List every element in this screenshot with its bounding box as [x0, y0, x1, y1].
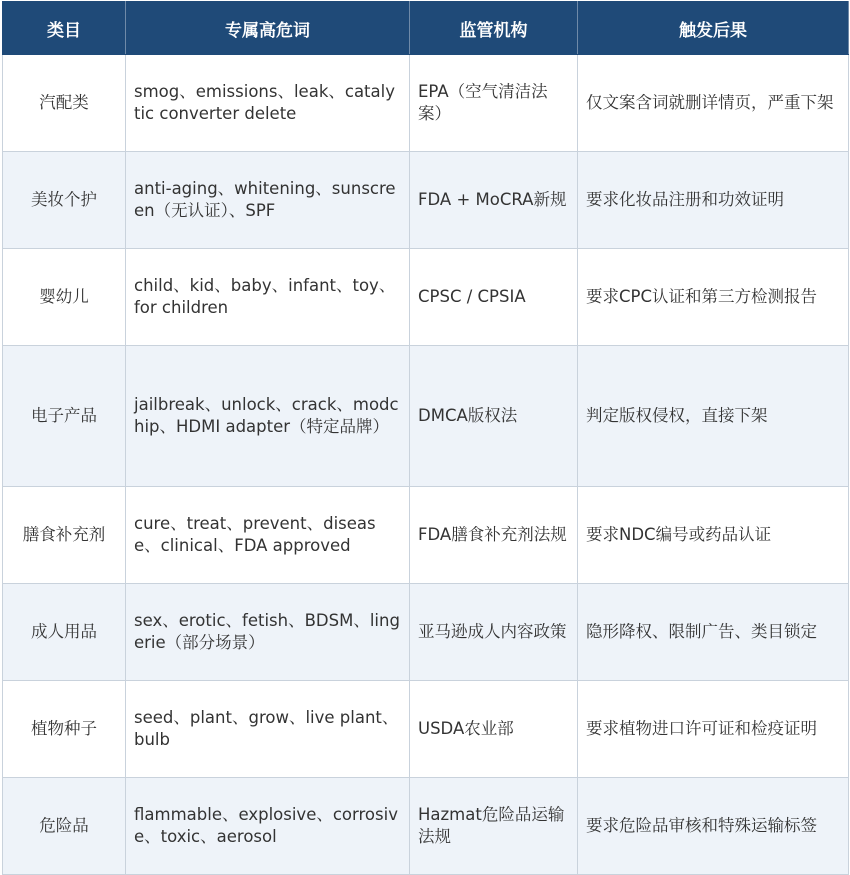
- category-cell: 电子产品: [3, 346, 126, 487]
- header-category: 类目: [3, 2, 126, 55]
- category-cell: 危险品: [3, 778, 126, 875]
- consequence-cell: 判定版权侵权，直接下架: [578, 346, 849, 487]
- keywords-cell: seed、plant、grow、live plant、bulb: [126, 681, 410, 778]
- high-risk-keyword-table: [2, 1, 849, 875]
- consequence-cell: 隐形降权、限制广告、类目锁定: [578, 584, 849, 681]
- keywords-cell: cure、treat、prevent、disease、clinical、FDA approved: [126, 487, 410, 584]
- keywords-cell: sex、erotic、fetish、BDSM、lingerie（部分场景）: [126, 584, 410, 681]
- agency-cell: Hazmat危险品运输法规: [410, 778, 578, 875]
- consequence-cell: 要求CPC认证和第三方检测报告: [578, 249, 849, 346]
- table-row: [3, 487, 849, 584]
- agency-cell: 亚马逊成人内容政策: [410, 584, 578, 681]
- category-cell: 膳食补充剂: [3, 487, 126, 584]
- table-row: [3, 778, 849, 875]
- table-row: [3, 55, 849, 152]
- table-row: [3, 152, 849, 249]
- agency-cell: DMCA版权法: [410, 346, 578, 487]
- category-cell: 成人用品: [3, 584, 126, 681]
- agency-cell: FDA + MoCRA新规: [410, 152, 578, 249]
- table-row: [3, 584, 849, 681]
- table-row: [3, 681, 849, 778]
- header-consequence: 触发后果: [578, 2, 849, 55]
- consequence-cell: 仅文案含词就删详情页，严重下架: [578, 55, 849, 152]
- consequence-cell: 要求植物进口许可证和检疫证明: [578, 681, 849, 778]
- consequence-cell: 要求危险品审核和特殊运输标签: [578, 778, 849, 875]
- keywords-cell: anti-aging、whitening、sunscreen（无认证）、SPF: [126, 152, 410, 249]
- header-keywords: 专属高危词: [126, 2, 410, 55]
- table-header-row: [3, 2, 849, 55]
- category-cell: 婴幼儿: [3, 249, 126, 346]
- table-row: [3, 249, 849, 346]
- keywords-cell: smog、emissions、leak、catalytic converter delete: [126, 55, 410, 152]
- keywords-cell: flammable、explosive、corrosive、toxic、aerosol: [126, 778, 410, 875]
- agency-cell: FDA膳食补充剂法规: [410, 487, 578, 584]
- consequence-cell: 要求化妆品注册和功效证明: [578, 152, 849, 249]
- agency-cell: CPSC / CPSIA: [410, 249, 578, 346]
- category-cell: 植物种子: [3, 681, 126, 778]
- header-agency: 监管机构: [410, 2, 578, 55]
- agency-cell: USDA农业部: [410, 681, 578, 778]
- consequence-cell: 要求NDC编号或药品认证: [578, 487, 849, 584]
- category-cell: 汽配类: [3, 55, 126, 152]
- keywords-cell: child、kid、baby、infant、toy、for children: [126, 249, 410, 346]
- table-row: [3, 346, 849, 487]
- agency-cell: EPA（空气清洁法案）: [410, 55, 578, 152]
- category-cell: 美妆个护: [3, 152, 126, 249]
- keywords-cell: jailbreak、unlock、crack、modchip、HDMI adapter（特定品牌）: [126, 346, 410, 487]
